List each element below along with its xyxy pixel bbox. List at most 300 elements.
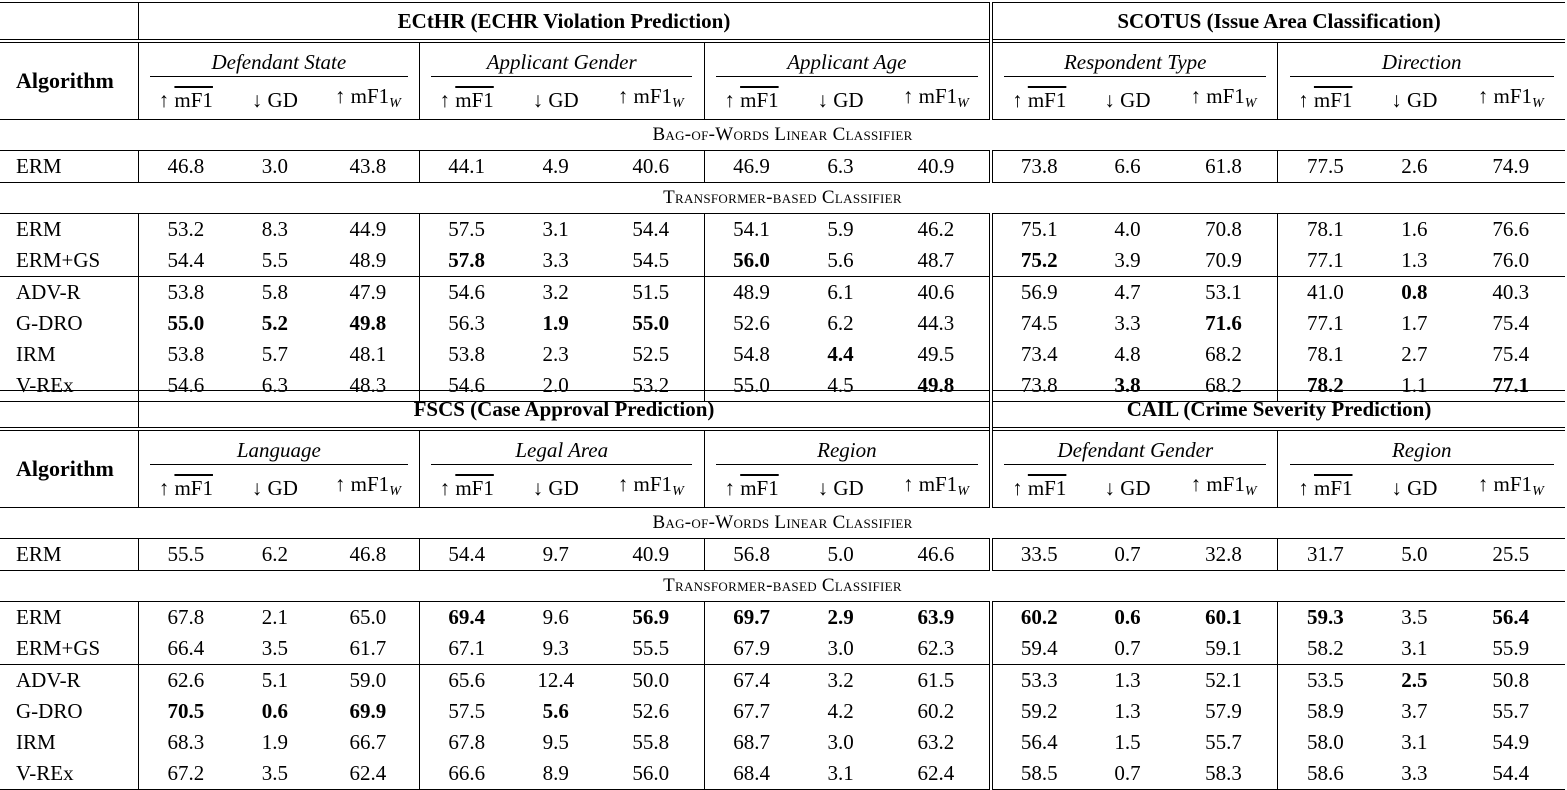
- metric-value: 5.7: [261, 342, 288, 366]
- metric-value: 50.0: [598, 665, 704, 697]
- attribute-header: [138, 429, 419, 469]
- metric-value: 1.6: [1401, 217, 1428, 241]
- metric-value: 4.9: [542, 154, 569, 178]
- metric-value: 5.1: [233, 665, 317, 697]
- metric-value: 62.4: [317, 758, 419, 790]
- metric-name: mF1: [1313, 88, 1353, 112]
- metric-value: 66.6: [419, 758, 513, 790]
- section-title: Bag-of-Words Linear Classifier: [0, 120, 1565, 151]
- metric-value: 69.7: [704, 602, 798, 634]
- metric-value: 32.8: [1205, 542, 1242, 566]
- metric-header: ↑ mF1: [138, 469, 232, 508]
- metric-value: 53.2: [138, 214, 232, 246]
- metric-value: 55.0: [632, 311, 670, 335]
- metric-name: mF1: [174, 476, 213, 500]
- metric-value: 5.0: [827, 542, 854, 566]
- metric-value: 78.2: [1278, 370, 1372, 402]
- algorithm-name: IRM: [16, 730, 56, 754]
- metric-header: ↑ mF1: [704, 81, 798, 120]
- metric-value: 57.9: [1205, 699, 1242, 723]
- metric-value: 57.5: [419, 214, 513, 246]
- metric-value: 40.9: [632, 542, 670, 566]
- algorithm-name: ADV-R: [0, 665, 138, 697]
- metric-value: 6.2: [261, 542, 288, 566]
- metric-header: ↓ GD: [1104, 88, 1151, 112]
- attribute-header: [991, 41, 1278, 81]
- metric-value: 40.3: [1456, 277, 1565, 309]
- metric-value: 63.2: [917, 730, 955, 754]
- metric-value: 2.0: [514, 370, 598, 402]
- table-row: [0, 758, 1565, 790]
- metric-value: 43.8: [349, 154, 387, 178]
- metric-value: 5.5: [261, 248, 288, 272]
- metric-value: 1.9: [261, 730, 288, 754]
- metric-value: 59.4: [991, 633, 1085, 665]
- algorithm-name: ERM: [16, 217, 62, 241]
- metric-value: 61.5: [883, 665, 991, 697]
- metric-value: 3.1: [542, 217, 569, 241]
- metric-header-row: [0, 81, 1565, 120]
- metric-value: 53.1: [1170, 277, 1278, 309]
- metric-value: 56.0: [704, 245, 798, 277]
- metric-value: 60.2: [917, 699, 955, 723]
- metric-value: 25.5: [1492, 542, 1530, 566]
- attribute-label: Defendant State: [150, 48, 407, 77]
- metric-value: 59.3: [1278, 602, 1372, 634]
- metric-value: 52.5: [632, 342, 670, 366]
- algorithm-name: G-DRO: [16, 699, 83, 723]
- table-row: [0, 151, 1565, 183]
- metric-header: ↓ GD: [1391, 476, 1438, 500]
- metric-value: 3.3: [1372, 758, 1456, 790]
- metric-value: 62.6: [138, 665, 232, 697]
- algorithm-header: Algorithm: [0, 429, 138, 508]
- attribute-header: [704, 429, 991, 469]
- metric-value: 57.8: [419, 245, 513, 277]
- table-row: [0, 665, 1565, 697]
- dataset-title: ECtHR (ECHR Violation Prediction): [138, 3, 991, 42]
- table-row: [0, 602, 1565, 634]
- metric-value: 2.5: [1372, 665, 1456, 697]
- metric-value: 55.5: [138, 539, 232, 571]
- dataset-title: SCOTUS (Issue Area Classification): [991, 3, 1565, 42]
- metric-header: ↑ $mF1_W$: [1477, 84, 1544, 111]
- metric-value: 52.1: [1170, 665, 1278, 697]
- metric-value: 62.4: [883, 758, 991, 790]
- metric-value: 46.9: [704, 151, 798, 183]
- attribute-header-row: [0, 41, 1565, 81]
- metric-value: 53.8: [138, 277, 232, 309]
- metric-value: 48.9: [704, 277, 798, 309]
- metric-value: 54.4: [138, 245, 232, 277]
- metric-value: 59.1: [1205, 636, 1242, 660]
- metric-value: 3.2: [798, 665, 882, 697]
- metric-value: 68.2: [1170, 370, 1278, 402]
- metric-value: 78.1: [1278, 339, 1372, 370]
- metric-value: 4.8: [1114, 342, 1141, 366]
- metric-value: 73.8: [991, 151, 1085, 183]
- attribute-label: Applicant Gender: [431, 48, 692, 77]
- metric-value: 4.4: [827, 342, 854, 366]
- metric-value: 1.7: [1401, 311, 1428, 335]
- metric-value: 69.4: [419, 602, 513, 634]
- metric-header: ↓ GD: [251, 88, 298, 112]
- metric-value: 9.7: [542, 542, 569, 566]
- metric-value: 3.7: [1401, 699, 1428, 723]
- dataset-header-row: [0, 3, 1565, 42]
- metric-header: ↑ $mF1_W$: [617, 84, 684, 111]
- metric-value: 3.8: [1085, 370, 1169, 402]
- metric-header: ↓ GD: [251, 476, 298, 500]
- metric-value: 76.6: [1492, 217, 1530, 241]
- metric-value: 67.1: [419, 633, 513, 665]
- metric-value: 74.5: [991, 308, 1085, 339]
- attribute-header: [138, 41, 419, 81]
- metric-value: 4.2: [827, 699, 854, 723]
- metric-value: 58.9: [1278, 696, 1372, 727]
- dataset-header-row: [0, 391, 1565, 430]
- metric-value: 58.3: [1170, 758, 1278, 790]
- metric-value: 2.9: [827, 605, 854, 629]
- metric-value: 5.8: [233, 277, 317, 309]
- metric-header: ↑ mF1: [991, 469, 1085, 508]
- metric-value: 8.3: [261, 217, 288, 241]
- attribute-label: Legal Area: [431, 436, 692, 465]
- corner-cell: [0, 391, 138, 430]
- metric-value: 56.0: [598, 758, 704, 790]
- table-row: [0, 277, 1565, 309]
- metric-value: 40.6: [632, 154, 670, 178]
- metric-value: 1.3: [1085, 665, 1169, 697]
- attribute-header: [1278, 41, 1565, 81]
- metric-value: 3.1: [798, 758, 882, 790]
- metric-value: 9.6: [542, 605, 569, 629]
- dataset-title: FSCS (Case Approval Prediction): [138, 391, 991, 430]
- metric-value: 3.5: [233, 758, 317, 790]
- metric-value: 60.1: [1205, 605, 1242, 629]
- table-row: [0, 539, 1565, 571]
- metric-value: 54.4: [1457, 758, 1565, 790]
- metric-value: 40.6: [883, 277, 991, 309]
- metric-header: ↓ GD: [817, 88, 864, 112]
- metric-value: 3.0: [827, 636, 854, 660]
- metric-value: 53.3: [991, 665, 1085, 697]
- attribute-label: Region: [1290, 436, 1554, 465]
- results-table-top: [0, 2, 1565, 402]
- metric-value: 56.4: [1492, 605, 1530, 629]
- metric-value: 6.3: [233, 370, 317, 402]
- metric-value: 1.1: [1372, 370, 1456, 402]
- metric-value: 5.6: [542, 699, 569, 723]
- metric-value: 55.0: [138, 308, 232, 339]
- metric-value: 77.5: [1278, 151, 1372, 183]
- metric-header: ↑ $mF1_W$: [617, 472, 684, 499]
- metric-value: 49.5: [917, 342, 955, 366]
- corner-cell: [0, 3, 138, 42]
- metric-header: ↑ $mF1_W$: [902, 472, 969, 499]
- metric-value: 3.1: [1401, 730, 1428, 754]
- metric-value: 44.1: [419, 151, 513, 183]
- algorithm-header: Algorithm: [0, 41, 138, 120]
- metric-value: 55.8: [632, 730, 670, 754]
- metric-value: 4.0: [1114, 217, 1141, 241]
- metric-name: mF1: [455, 88, 494, 112]
- metric-value: 54.8: [704, 339, 798, 370]
- metric-value: 63.9: [917, 605, 955, 629]
- metric-name: mF1: [1027, 88, 1067, 112]
- metric-value: 9.3: [542, 636, 569, 660]
- metric-header: ↑ $mF1_W$: [334, 84, 401, 111]
- metric-value: 75.4: [1492, 311, 1530, 335]
- algorithm-name: ERM+GS: [16, 248, 101, 272]
- attribute-label: Direction: [1290, 48, 1554, 77]
- metric-value: 56.4: [991, 727, 1085, 758]
- metric-header: ↑ mF1: [419, 81, 513, 120]
- metric-value: 68.4: [704, 758, 798, 790]
- metric-header: ↑ $mF1_W$: [1477, 472, 1544, 499]
- metric-value: 54.5: [632, 248, 670, 272]
- metric-value: 48.9: [349, 248, 387, 272]
- metric-value: 67.9: [704, 633, 798, 665]
- metric-value: 53.8: [419, 339, 513, 370]
- attribute-header: [419, 429, 704, 469]
- algorithm-name: ERM+GS: [16, 636, 101, 660]
- metric-value: 1.5: [1114, 730, 1141, 754]
- table-row: [0, 633, 1565, 665]
- metric-value: 71.6: [1205, 311, 1242, 335]
- metric-value: 55.0: [704, 370, 798, 402]
- algorithm-name: G-DRO: [16, 311, 83, 335]
- metric-value: 53.5: [1278, 665, 1372, 697]
- metric-value: 65.0: [349, 605, 387, 629]
- metric-value: 6.1: [798, 277, 882, 309]
- metric-header: ↓ GD: [1391, 88, 1438, 112]
- metric-value: 46.6: [917, 542, 955, 566]
- metric-value: 67.8: [419, 727, 513, 758]
- algorithm-name: IRM: [16, 342, 56, 366]
- metric-header-row: [0, 469, 1565, 508]
- metric-value: 31.7: [1278, 539, 1372, 571]
- algorithm-name: ERM: [16, 605, 62, 629]
- metric-value: 4.5: [798, 370, 882, 402]
- metric-value: 49.8: [883, 370, 991, 402]
- metric-value: 73.8: [991, 370, 1085, 402]
- metric-value: 2.3: [542, 342, 569, 366]
- metric-header: ↑ mF1: [419, 469, 513, 508]
- metric-header: ↑ mF1: [138, 81, 232, 120]
- algorithm-name: V-REx: [0, 758, 138, 790]
- metric-name: mF1: [455, 476, 494, 500]
- metric-value: 52.6: [704, 308, 798, 339]
- metric-value: 55.5: [632, 636, 670, 660]
- metric-value: 0.6: [1114, 605, 1141, 629]
- metric-value: 52.6: [632, 699, 670, 723]
- metric-value: 46.8: [349, 542, 387, 566]
- metric-value: 58.6: [1278, 758, 1372, 790]
- metric-value: 54.6: [138, 370, 232, 402]
- metric-value: 67.8: [138, 602, 232, 634]
- metric-header: ↑ mF1: [991, 81, 1085, 120]
- metric-header: ↑ mF1: [1278, 81, 1372, 120]
- metric-value: 57.5: [419, 696, 513, 727]
- metric-value: 0.8: [1372, 277, 1456, 309]
- metric-value: 44.9: [349, 217, 387, 241]
- table-row: [0, 214, 1565, 246]
- metric-value: 70.5: [138, 696, 232, 727]
- attribute-header: [1278, 429, 1565, 469]
- metric-value: 2.6: [1401, 154, 1428, 178]
- metric-value: 53.2: [598, 370, 704, 402]
- metric-value: 5.6: [827, 248, 854, 272]
- metric-value: 47.9: [317, 277, 419, 309]
- metric-value: 9.5: [542, 730, 569, 754]
- metric-header: ↑ mF1: [1278, 469, 1372, 508]
- metric-value: 76.0: [1492, 248, 1530, 272]
- section-header-row: [0, 508, 1565, 539]
- metric-value: 5.0: [1401, 542, 1428, 566]
- metric-value: 67.4: [704, 665, 798, 697]
- attribute-label: Applicant Age: [716, 48, 978, 77]
- metric-value: 58.2: [1278, 633, 1372, 665]
- metric-value: 50.8: [1457, 665, 1565, 697]
- metric-value: 56.9: [991, 277, 1085, 309]
- metric-value: 55.9: [1492, 636, 1530, 660]
- section-title: Transformer-based Classifier: [0, 571, 1565, 602]
- table-row: [0, 696, 1565, 727]
- metric-value: 77.1: [1278, 245, 1372, 277]
- metric-value: 56.9: [632, 605, 670, 629]
- metric-value: 3.3: [1114, 311, 1141, 335]
- metric-value: 46.2: [917, 217, 955, 241]
- algorithm-name: ADV-R: [0, 277, 138, 309]
- metric-value: 75.1: [991, 214, 1085, 246]
- section-title: Transformer-based Classifier: [0, 183, 1565, 214]
- metric-value: 56.8: [704, 539, 798, 571]
- metric-value: 70.8: [1205, 217, 1242, 241]
- metric-value: 61.7: [349, 636, 387, 660]
- metric-value: 68.3: [138, 727, 232, 758]
- metric-name: mF1: [1313, 476, 1353, 500]
- table-row: [0, 245, 1565, 277]
- table-row: [0, 339, 1565, 370]
- metric-value: 12.4: [514, 665, 598, 697]
- metric-value: 48.7: [917, 248, 955, 272]
- metric-value: 0.7: [1085, 758, 1169, 790]
- results-table-bottom: [0, 390, 1565, 790]
- dataset-title: CAIL (Crime Severity Prediction): [991, 391, 1565, 430]
- section-header-row: [0, 120, 1565, 151]
- metric-value: 5.2: [261, 311, 288, 335]
- metric-value: 70.9: [1205, 248, 1242, 272]
- metric-value: 75.4: [1492, 342, 1530, 366]
- metric-value: 8.9: [514, 758, 598, 790]
- metric-value: 55.7: [1205, 730, 1242, 754]
- metric-value: 5.9: [827, 217, 854, 241]
- metric-value: 48.1: [349, 342, 387, 366]
- metric-value: 2.7: [1401, 342, 1428, 366]
- metric-value: 73.4: [991, 339, 1085, 370]
- metric-value: 55.7: [1492, 699, 1530, 723]
- metric-value: 56.3: [419, 308, 513, 339]
- metric-value: 3.1: [1401, 636, 1428, 660]
- metric-value: 40.9: [917, 154, 955, 178]
- metric-value: 6.6: [1114, 154, 1141, 178]
- metric-value: 1.3: [1114, 699, 1141, 723]
- attribute-header-row: [0, 429, 1565, 469]
- metric-name: mF1: [174, 88, 213, 112]
- metric-header: ↑ $mF1_W$: [1190, 472, 1257, 499]
- metric-value: 3.5: [1401, 605, 1428, 629]
- metric-value: 44.3: [917, 311, 955, 335]
- metric-value: 41.0: [1278, 277, 1372, 309]
- metric-value: 3.3: [542, 248, 569, 272]
- metric-header: ↑ $mF1_W$: [1190, 84, 1257, 111]
- metric-value: 54.1: [704, 214, 798, 246]
- metric-value: 33.5: [991, 539, 1085, 571]
- attribute-label: Region: [716, 436, 978, 465]
- table-row: [0, 308, 1565, 339]
- metric-value: 78.1: [1278, 214, 1372, 246]
- metric-name: mF1: [740, 476, 779, 500]
- attribute-header: [704, 41, 991, 81]
- metric-value: 49.8: [349, 311, 387, 335]
- metric-value: 2.1: [261, 605, 288, 629]
- metric-value: 6.2: [827, 311, 854, 335]
- attribute-label: Defendant Gender: [1004, 436, 1266, 465]
- metric-value: 54.4: [419, 539, 513, 571]
- metric-header: ↑ $mF1_W$: [902, 84, 969, 111]
- metric-value: 59.2: [991, 696, 1085, 727]
- metric-value: 0.7: [1114, 636, 1141, 660]
- metric-header: ↑ mF1: [704, 469, 798, 508]
- metric-value: 68.2: [1205, 342, 1242, 366]
- metric-header: ↓ GD: [817, 476, 864, 500]
- attribute-label: Respondent Type: [1004, 48, 1266, 77]
- attribute-label: Language: [150, 436, 407, 465]
- metric-header: ↑ $mF1_W$: [334, 472, 401, 499]
- metric-value: 75.2: [991, 245, 1085, 277]
- attribute-header: [419, 41, 704, 81]
- metric-value: 6.3: [827, 154, 854, 178]
- attribute-header: [991, 429, 1278, 469]
- metric-value: 59.0: [317, 665, 419, 697]
- metric-value: 54.9: [1492, 730, 1530, 754]
- metric-value: 66.7: [349, 730, 387, 754]
- metric-value: 62.3: [917, 636, 955, 660]
- algorithm-name: ERM: [16, 542, 62, 566]
- metric-value: 0.6: [261, 699, 288, 723]
- metric-value: 66.4: [138, 633, 232, 665]
- metric-value: 74.9: [1492, 154, 1530, 178]
- metric-value: 77.1: [1278, 308, 1372, 339]
- metric-value: 58.0: [1278, 727, 1372, 758]
- algorithm-name: ERM: [16, 154, 62, 178]
- metric-value: 67.7: [704, 696, 798, 727]
- metric-value: 61.8: [1205, 154, 1242, 178]
- metric-value: 53.8: [138, 339, 232, 370]
- metric-name: mF1: [1027, 476, 1067, 500]
- metric-value: 51.5: [598, 277, 704, 309]
- metric-value: 1.3: [1401, 248, 1428, 272]
- metric-value: 54.6: [419, 370, 513, 402]
- metric-header: ↓ GD: [1104, 476, 1151, 500]
- metric-value: 69.9: [349, 699, 387, 723]
- metric-value: 54.6: [419, 277, 513, 309]
- section-header-row: [0, 571, 1565, 602]
- metric-value: 3.2: [514, 277, 598, 309]
- metric-value: 1.9: [542, 311, 569, 335]
- metric-value: 65.6: [419, 665, 513, 697]
